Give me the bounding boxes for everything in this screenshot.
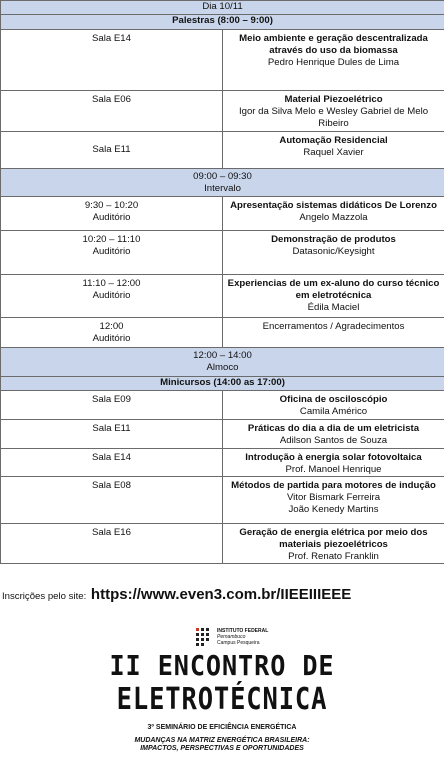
- palestra-title: Material Piezoelétrico: [284, 94, 383, 105]
- palestra-row: [1, 132, 444, 169]
- session-title: Apresentação sistemas didáticos De Lorenzo: [230, 200, 437, 211]
- palestra-details: [223, 132, 444, 169]
- minicurso-details: [223, 420, 444, 449]
- minicurso-room: Sala E14: [1, 449, 223, 477]
- minicurso-room: Sala E11: [1, 420, 223, 449]
- minicursos-header-row: [1, 377, 444, 391]
- palestra-speaker: Pedro Henrique Dules de Lima: [267, 57, 400, 68]
- palestras-header: Palestras (8:00 – 9:00): [1, 15, 444, 30]
- session-details: [223, 318, 444, 348]
- minicurso-speaker: Adilson Santos de Souza: [279, 435, 388, 446]
- institute-line3: Campus Pesqueira: [217, 640, 260, 646]
- intervalo-row: [1, 169, 444, 197]
- session-row: [1, 318, 444, 348]
- session-details: [223, 231, 444, 275]
- session-title: Demonstração de produtos: [271, 234, 396, 245]
- minicurso-room: Sala E16: [1, 524, 223, 564]
- session-time-room: [1, 231, 223, 275]
- minicurso-title: Geração de energia elétrica por meio dos materiais piezoelétricos: [239, 527, 428, 550]
- palestra-title: Meio ambiente e geração descentralizada através do uso da biomassa: [239, 33, 428, 56]
- session-room: Auditório: [92, 333, 131, 344]
- minicurso-speaker-2: João Kenedy Martins: [288, 504, 379, 515]
- palestra-speaker: Igor da Silva Melo e Wesley Gabriel de Melo Ribeiro: [238, 106, 429, 129]
- session-title: Experiencias de um ex-aluno do curso técnico em eletrotécnica: [227, 278, 440, 301]
- minicurso-title: Oficina de osciloscópio: [279, 394, 388, 405]
- event-title-line2: ELETROTÉCNICA: [116, 682, 328, 717]
- inscricoes-label: Inscrições pelo site:: [2, 591, 87, 602]
- day-row: [1, 1, 444, 15]
- minicurso-row: [1, 391, 444, 420]
- institute-logo: [196, 628, 296, 650]
- minicurso-row: [1, 449, 444, 477]
- session-speaker: Encerramentos / Agradecimentos: [262, 321, 405, 332]
- session-time: 11:10 – 12:00: [82, 278, 141, 289]
- palestras-header-row: [1, 15, 444, 30]
- almoco-label: Almoco: [206, 362, 239, 373]
- minicurso-details: [223, 449, 444, 477]
- session-speaker: Angelo Mazzola: [299, 212, 368, 223]
- session-time-room: [1, 275, 223, 318]
- institute-grid-icon: [196, 628, 214, 646]
- intervalo-time: 09:00 – 09:30: [193, 171, 252, 182]
- minicurso-title: Introdução à energia solar fotovoltaica: [245, 452, 422, 463]
- session-time: 12:00: [99, 321, 124, 332]
- session-room: Auditório: [92, 290, 131, 301]
- minicurso-speaker: Prof. Manoel Henrique: [285, 464, 382, 475]
- event-tagline-line1: MUDANÇAS NA MATRIZ ENERGÉTICA BRASILEIRA:: [134, 737, 310, 744]
- institute-line1: INSTITUTO FEDERAL: [217, 628, 269, 634]
- inscricoes-line: [2, 586, 351, 603]
- event-tagline-line2: IMPACTOS, PERSPECTIVAS E OPORTUNIDADES: [140, 745, 304, 752]
- intervalo-label: Intervalo: [204, 183, 241, 194]
- session-row: [1, 231, 444, 275]
- palestra-row: [1, 30, 444, 91]
- minicurso-room: Sala E08: [1, 477, 223, 524]
- intervalo-cell: [1, 169, 444, 197]
- session-row: [1, 197, 444, 231]
- minicurso-title: Métodos de partida para motores de indução: [231, 480, 436, 491]
- palestra-room: Sala E06: [1, 91, 223, 132]
- session-room: Auditório: [92, 246, 131, 257]
- session-time-room: [1, 197, 223, 231]
- palestra-details: [223, 91, 444, 132]
- day-label: Dia 10/11: [1, 1, 444, 15]
- palestra-room: Sala E14: [1, 30, 223, 91]
- session-speaker: Édila Maciel: [307, 302, 360, 313]
- event-title-line1: II ENCONTRO DE: [109, 649, 335, 682]
- session-details: [223, 275, 444, 318]
- session-row: [1, 275, 444, 318]
- almoco-cell: [1, 348, 444, 377]
- event-subtitle: 3º SEMINÁRIO DE EFICIÊNCIA ENERGÉTICA: [147, 724, 297, 731]
- institute-line2: Pernambuco: [217, 634, 246, 640]
- minicursos-header: Minicursos (14:00 as 17:00): [1, 377, 444, 391]
- minicurso-details: [223, 477, 444, 524]
- minicurso-row: [1, 524, 444, 564]
- session-details: [223, 197, 444, 231]
- palestra-details: [223, 30, 444, 91]
- palestra-title: Automação Residencial: [279, 135, 388, 146]
- minicurso-details: [223, 391, 444, 420]
- minicurso-row: [1, 420, 444, 449]
- minicurso-row: [1, 477, 444, 524]
- palestra-row: [1, 91, 444, 132]
- almoco-row: [1, 348, 444, 377]
- session-speaker: Datasonic/Keysight: [292, 246, 375, 257]
- session-room: Auditório: [92, 212, 131, 223]
- minicurso-speaker: Vitor Bismark Ferreira: [286, 492, 381, 503]
- palestra-speaker: Raquel Xavier: [303, 147, 364, 158]
- palestra-room: Sala E11: [1, 132, 223, 169]
- minicurso-details: [223, 524, 444, 564]
- event-tagline: [0, 737, 444, 753]
- minicurso-title: Práticas do dia a dia de um eletricista: [247, 423, 420, 434]
- session-time-room: [1, 318, 223, 348]
- minicurso-speaker: Camila Américo: [299, 406, 368, 417]
- inscricoes-link[interactable]: https://www.even3.com.br/IIEEIIIEEE: [90, 586, 352, 603]
- session-time: 10:20 – 11:10: [82, 234, 141, 245]
- minicurso-room: Sala E09: [1, 391, 223, 420]
- institute-text: [217, 628, 268, 646]
- session-time: 9:30 – 10:20: [84, 200, 139, 211]
- minicurso-speaker: Prof. Renato Franklin: [288, 551, 379, 562]
- almoco-time: 12:00 – 14:00: [193, 350, 252, 361]
